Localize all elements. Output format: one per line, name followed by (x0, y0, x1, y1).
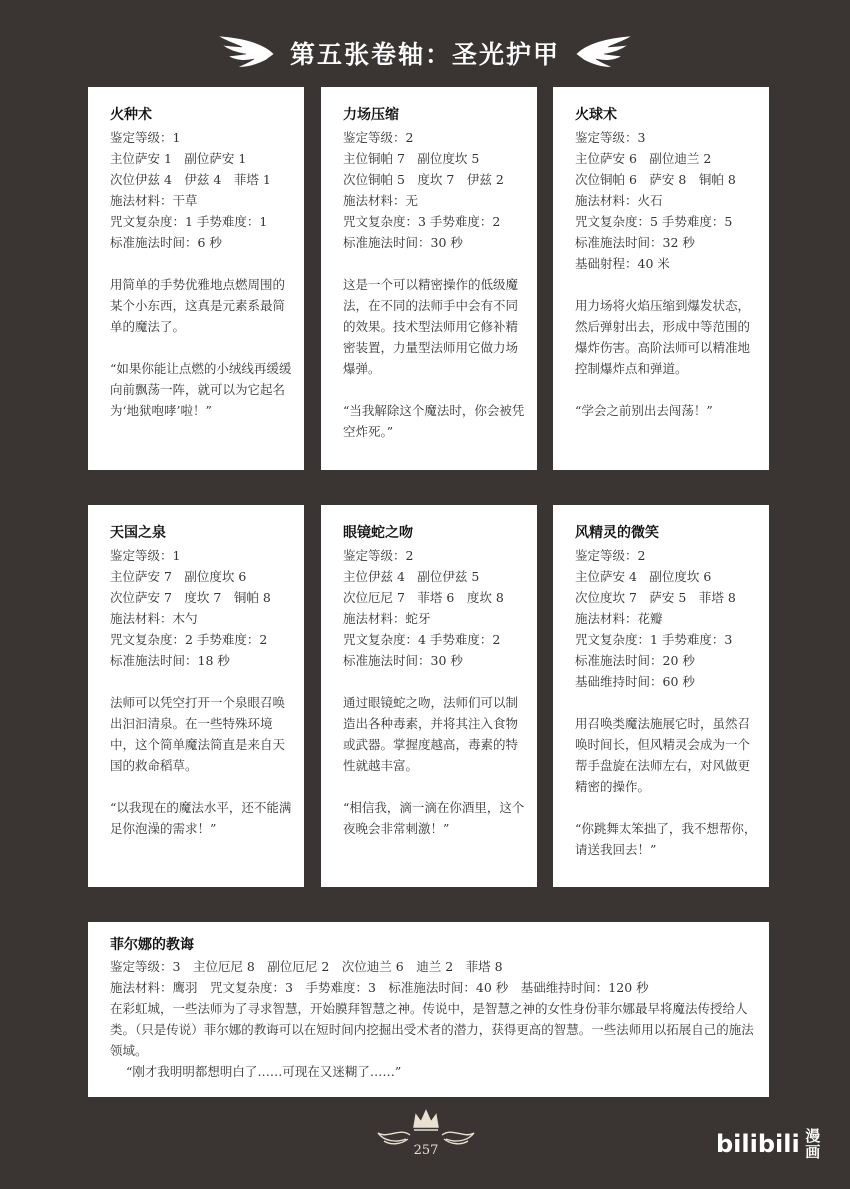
spell-description: 通过眼镜蛇之吻，法师们可以制造出各种毒素，并将其注入食物或武器。掌握度越高，毒素的特性就越丰富。 (343, 695, 519, 773)
brand-logo: bilibili (716, 1130, 800, 1158)
spell-card (321, 505, 537, 887)
spell-stat: 基础维持时间：60 秒 (575, 674, 695, 689)
page-number: 257 (413, 1143, 439, 1158)
spell-stat: 标准施法时间：20 秒 (575, 653, 695, 668)
spell-quote: “学会之前别出去闯荡！” (575, 403, 713, 418)
spell-stat: 施法材料：花瓣 (575, 611, 663, 626)
spell-stat: 标准施法时间：6 秒 (110, 235, 222, 250)
spell-stat: 鉴定等级：2 (343, 130, 414, 145)
spell-card (88, 87, 304, 470)
spell-stat: 鉴定等级：1 (110, 548, 181, 563)
spell-stat: 主位萨安 6 副位迪兰 2 (575, 151, 712, 166)
spell-description: 用召唤类魔法施展它时，虽然召唤时间长，但风精灵会成为一个帮手盘旋在法师左右，对风做更精密的操作。 (575, 716, 751, 794)
spell-stat: 施法材料：鹰羽 咒文复杂度：3 手势难度：3 标准施法时间：40 秒 基础维持时间：120 秒 (110, 980, 649, 995)
spell-stat: 施法材料：无 (343, 193, 419, 208)
spell-quote: “你跳舞太笨拙了，我不想帮你，请送我回去！” (575, 821, 757, 857)
spell-stat: 咒文复杂度：1 手势难度：3 (575, 632, 733, 647)
spell-stat: 施法材料：木勺 (110, 611, 198, 626)
spell-card (88, 505, 304, 887)
spell-name: 火种术 (110, 107, 152, 123)
spell-name: 力场压缩 (343, 107, 399, 123)
spell-stat: 咒文复杂度：2 手势难度：2 (110, 632, 268, 647)
brand-sub: 漫画 (805, 1127, 821, 1161)
spell-description: 在彩虹城，一些法师为了寻求智慧，开始膜拜智慧之神。传说中，是智慧之神的女性身份菲尔娜最早将魔法传授给人类。（只是传说）菲尔娜的教诲可以在短时间内挖掘出受术者的潜力，获得更高的智慧。一些法师用以拓展自己的施法领域。 (110, 1001, 754, 1058)
page-header (0, 32, 850, 74)
spell-description: 用简单的手势优雅地点燃周围的某个小东西，这真是元素系最简单的魔法了。 (110, 277, 286, 334)
spell-stat: 鉴定等级：3 主位厄尼 8 副位厄尼 2 次位迪兰 6 迪兰 2 菲塔 8 (110, 959, 503, 974)
spell-card (321, 87, 537, 470)
spell-description: 用力场将火焰压缩到爆发状态，然后弹射出去，形成中等范围的爆炸伤害。高阶法师可以精准地控制爆炸点和弹道。 (575, 298, 751, 376)
spell-name: 火球术 (575, 107, 617, 123)
spell-stat: 次位铜帕 5 度坎 7 伊兹 2 (343, 172, 504, 187)
spell-stat: 次位铜帕 6 萨安 8 铜帕 8 (575, 172, 736, 187)
spell-stat: 主位伊兹 4 副位伊兹 5 (343, 569, 480, 584)
spell-stat: 主位萨安 7 副位度坎 6 (110, 569, 247, 584)
right-wing-icon (574, 34, 634, 72)
spell-stat: 主位萨安 1 副位萨安 1 (110, 151, 247, 166)
spell-stat: 施法材料：干草 (110, 193, 198, 208)
spell-stat: 鉴定等级：2 (343, 548, 414, 563)
spell-stat: 鉴定等级：3 (575, 130, 646, 145)
spell-stat: 标准施法时间：18 秒 (110, 653, 230, 668)
spell-stat: 施法材料：蛇牙 (343, 611, 431, 626)
spell-stat: 基础射程：40 米 (575, 256, 670, 271)
page-footer (370, 1105, 482, 1165)
spell-stat: 咒文复杂度：5 手势难度：5 (575, 214, 733, 229)
spell-stat: 施法材料：火石 (575, 193, 663, 208)
spell-quote: “刚才我明明都想明白了……可现在又迷糊了……” (126, 1064, 402, 1079)
spell-quote: “当我解除这个魔法时，你会被凭空炸死。” (343, 403, 525, 439)
spell-stat: 次位厄尼 7 菲塔 6 度坎 8 (343, 590, 504, 605)
spell-quote: “如果你能让点燃的小绒线再缓缓向前飘荡一阵，就可以为它起名为‘地狱咆哮’啦！” (110, 361, 292, 418)
spell-stat: 标准施法时间：30 秒 (343, 653, 463, 668)
spell-description: 法师可以凭空打开一个泉眼召唤出汩汩清泉。在一些特殊环境中，这个简单魔法简直是来自天国的救命稻草。 (110, 695, 286, 773)
spell-stat: 标准施法时间：32 秒 (575, 235, 695, 250)
spell-stat: 主位萨安 4 副位度坎 6 (575, 569, 712, 584)
spell-stat: 鉴定等级：1 (110, 130, 181, 145)
spell-card (553, 505, 769, 887)
brand-watermark (716, 1128, 822, 1160)
spell-name: 风精灵的微笑 (575, 525, 659, 541)
spell-description: 这是一个可以精密操作的低级魔法，在不同的法师手中会有不同的效果。技术型法师用它修补精密装置，力量型法师用它做力场爆弹。 (343, 277, 519, 376)
spell-card (553, 87, 769, 470)
spell-quote: “相信我，滴一滴在你酒里，这个夜晚会非常刺激！” (343, 800, 525, 836)
wide-spell-card (88, 922, 769, 1097)
spell-stat: 次位伊兹 4 伊兹 4 菲塔 1 (110, 172, 271, 187)
spell-quote: “以我现在的魔法水平，还不能满足你泡澡的需求！” (110, 800, 292, 836)
spell-stat: 鉴定等级：2 (575, 548, 646, 563)
spell-name: 眼镜蛇之吻 (343, 525, 413, 541)
spell-stat: 主位铜帕 7 副位度坎 5 (343, 151, 480, 166)
page-title: 第五张卷轴：圣光护甲 (289, 40, 560, 69)
spell-stat: 次位萨安 7 度坎 7 铜帕 8 (110, 590, 271, 605)
spell-name: 菲尔娜的教诲 (110, 937, 194, 953)
spell-name: 天国之泉 (110, 525, 166, 541)
spell-stat: 咒文复杂度：4 手势难度：2 (343, 632, 501, 647)
spell-stat: 标准施法时间：30 秒 (343, 235, 463, 250)
spell-stat: 咒文复杂度：3 手势难度：2 (343, 214, 501, 229)
spell-stat: 咒文复杂度：1 手势难度：1 (110, 214, 268, 229)
left-wing-icon (216, 34, 276, 72)
spell-stat: 次位度坎 7 萨安 5 菲塔 8 (575, 590, 736, 605)
